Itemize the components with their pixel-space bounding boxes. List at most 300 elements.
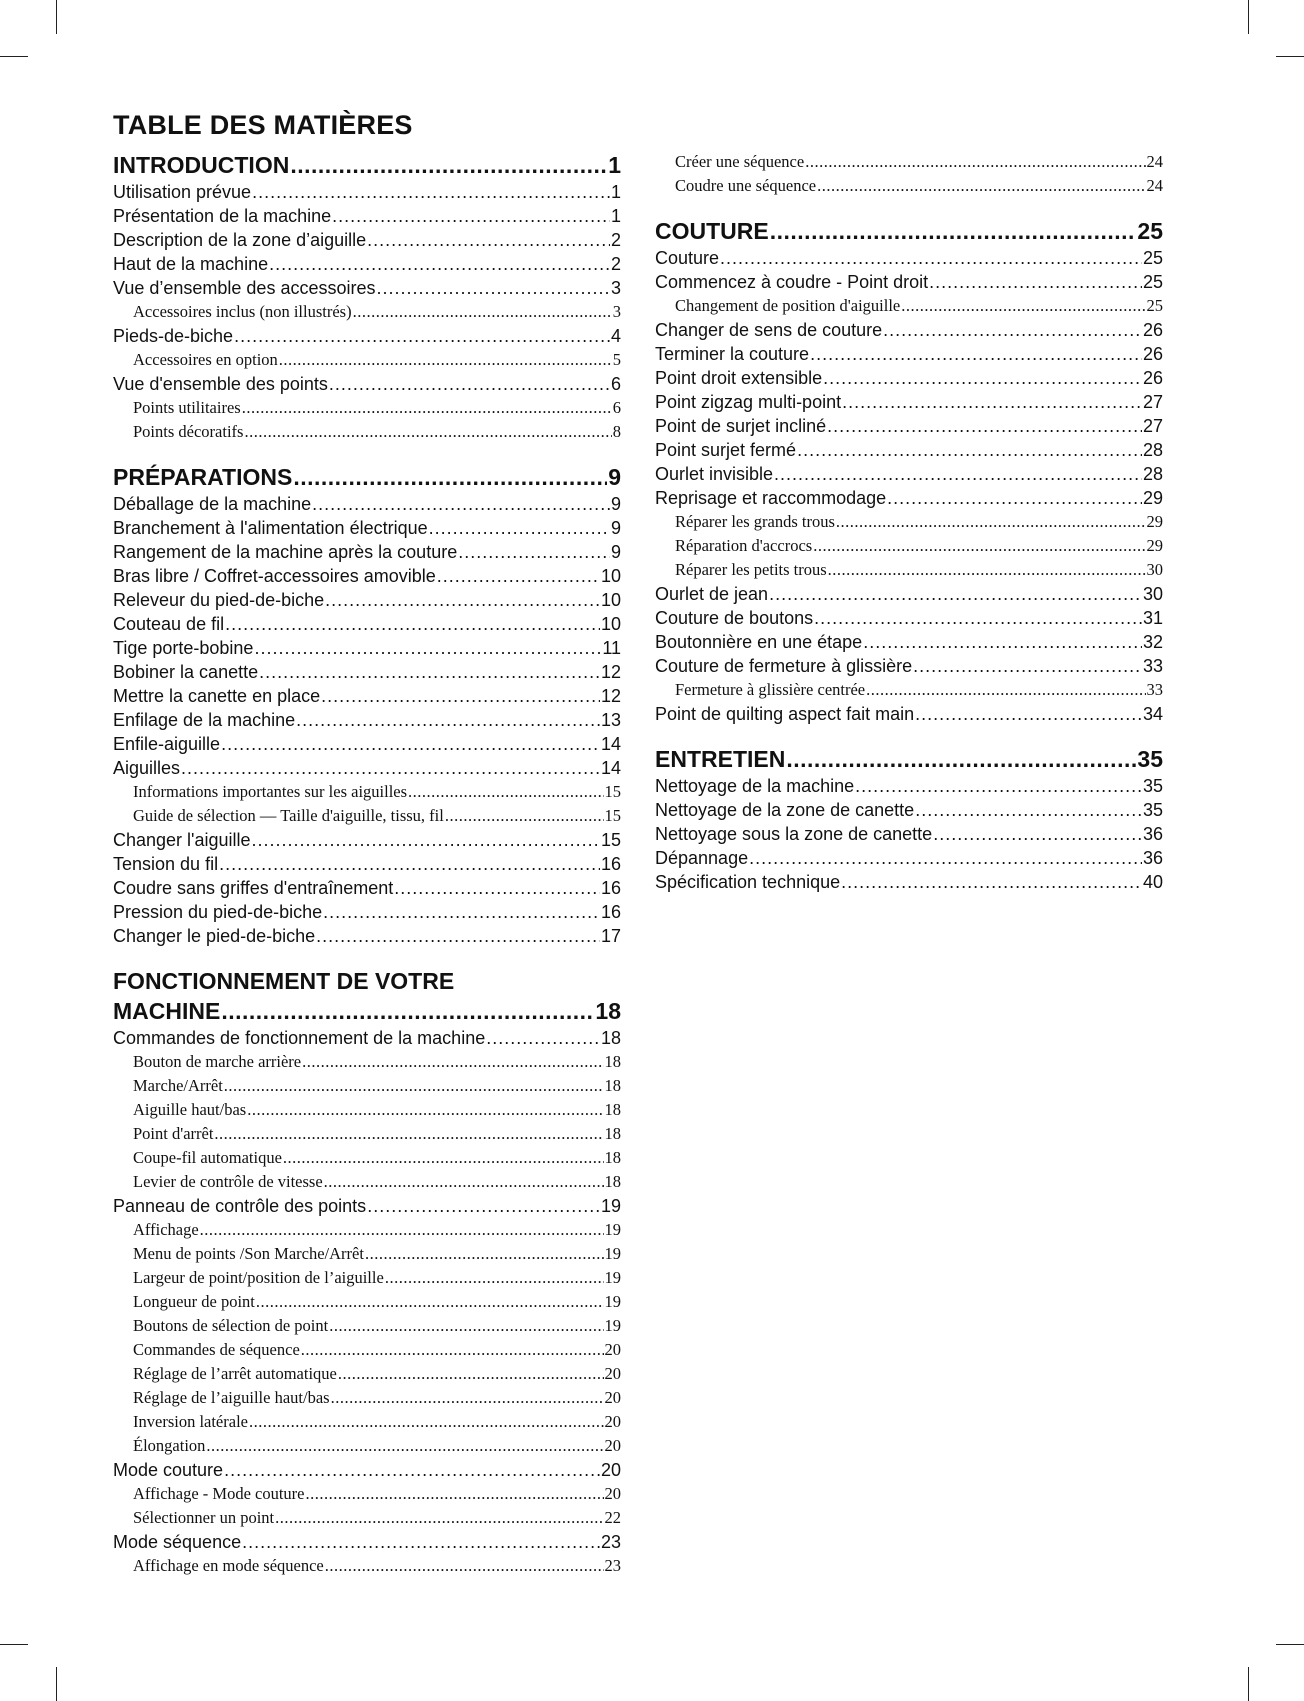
toc-entry[interactable] — [655, 654, 1163, 678]
dot-leader — [408, 780, 603, 804]
dot-leader — [774, 462, 1142, 486]
toc-entry[interactable] — [113, 564, 621, 588]
toc-entry[interactable] — [655, 270, 1163, 294]
dot-leader — [256, 1290, 604, 1314]
dot-leader — [252, 180, 610, 204]
dot-leader — [365, 1242, 604, 1266]
toc-entry[interactable] — [113, 636, 621, 660]
toc-entry[interactable] — [655, 318, 1163, 342]
toc-page-number: 35 — [1142, 776, 1163, 796]
toc-page-number: 26 — [1142, 320, 1163, 340]
toc-page-number: 35 — [1137, 746, 1163, 772]
toc-page-number: 23 — [600, 1532, 621, 1552]
toc-entry-title: Vue d’ensemble des accessoires — [113, 278, 376, 298]
toc-page-number: 20 — [600, 1460, 621, 1480]
crop-mark — [1248, 0, 1249, 34]
toc-entry[interactable] — [655, 774, 1163, 798]
toc-entry-title: Changement de position d'aiguille — [675, 296, 901, 315]
dot-leader — [915, 798, 1142, 822]
toc-entry-title: Commandes de fonctionnement de la machine — [113, 1028, 486, 1048]
crop-mark — [1248, 1667, 1249, 1701]
toc-entry-title: Pieds-de-biche — [113, 326, 234, 346]
toc-entry-title: Ourlet invisible — [655, 464, 774, 484]
toc-subentry[interactable] — [113, 300, 621, 324]
toc-entry-title: Point de quilting aspect fait main — [655, 704, 915, 724]
dot-leader — [325, 1554, 604, 1578]
toc-entry-title: Levier de contrôle de vitesse — [133, 1172, 323, 1191]
toc-page-number: 29 — [1146, 512, 1163, 531]
toc-page-number: 36 — [1142, 848, 1163, 868]
toc-section-heading[interactable] — [655, 216, 1163, 246]
toc-entry-title: Sélectionner un point — [133, 1508, 275, 1527]
toc-page-number: 27 — [1142, 392, 1163, 412]
toc-page-number: 20 — [604, 1484, 621, 1503]
toc-subentry[interactable] — [113, 1314, 621, 1338]
toc-page-number: 19 — [604, 1292, 621, 1311]
toc-subentry[interactable] — [113, 1122, 621, 1146]
toc-subentry[interactable] — [113, 1146, 621, 1170]
toc-subentry[interactable] — [113, 1482, 621, 1506]
toc-page-number: 2 — [610, 230, 621, 250]
toc-entry-title: MACHINE — [113, 998, 221, 1024]
toc-entry[interactable] — [655, 606, 1163, 630]
dot-leader — [367, 228, 610, 252]
toc-entry[interactable] — [655, 582, 1163, 606]
dot-leader — [225, 612, 600, 636]
toc-entry[interactable] — [113, 372, 621, 396]
dot-leader — [283, 1146, 604, 1170]
toc-entry[interactable] — [113, 180, 621, 204]
dot-leader — [863, 630, 1142, 654]
toc-page-number: 30 — [1142, 584, 1163, 604]
toc-entry[interactable] — [113, 1530, 621, 1554]
toc-column-left — [113, 150, 621, 1578]
toc-entry-title: Pression du pied-de-biche — [113, 902, 323, 922]
toc-page-number: 4 — [610, 326, 621, 346]
dot-leader — [302, 1050, 603, 1074]
toc-entry-title: PRÉPARATIONS — [113, 464, 293, 490]
toc-subentry[interactable] — [113, 1434, 621, 1458]
toc-page-number: 15 — [604, 806, 621, 825]
toc-entry[interactable] — [655, 246, 1163, 270]
dot-leader — [376, 276, 610, 300]
toc-entry-title: Menu de points /Son Marche/Arrêt — [133, 1244, 364, 1263]
toc-page-number: 26 — [1142, 344, 1163, 364]
toc-entry-title: Bouton de marche arrière — [133, 1052, 302, 1071]
dot-leader — [458, 540, 610, 564]
dot-leader — [312, 492, 610, 516]
crop-mark — [0, 1644, 28, 1645]
toc-page-number: 11 — [602, 638, 621, 658]
toc-subentry[interactable] — [655, 510, 1163, 534]
toc-entry-title: Description de la zone d’aiguille — [113, 230, 367, 250]
toc-entry-title: Présentation de la machine — [113, 206, 332, 226]
toc-entry[interactable] — [655, 390, 1163, 414]
toc-page-number: 31 — [1142, 608, 1163, 628]
dot-leader — [887, 486, 1142, 510]
dot-leader — [224, 1458, 600, 1482]
toc-entry[interactable] — [655, 702, 1163, 726]
toc-entry[interactable] — [113, 588, 621, 612]
toc-entry-title: Point surjet fermé — [655, 440, 797, 460]
toc-page-number: 18 — [604, 1076, 621, 1095]
toc-subentry[interactable] — [113, 1386, 621, 1410]
toc-entry-title: Ourlet de jean — [655, 584, 769, 604]
toc-subentry[interactable] — [113, 1170, 621, 1194]
toc-entry-title: Commandes de séquence — [133, 1340, 300, 1359]
toc-page-number: 9 — [610, 518, 621, 538]
toc-entry[interactable] — [113, 324, 621, 348]
dot-leader — [338, 1362, 604, 1386]
toc-subentry[interactable] — [113, 1218, 621, 1242]
dot-leader — [234, 324, 610, 348]
toc-section-heading[interactable] — [113, 150, 621, 180]
toc-entry[interactable] — [655, 870, 1163, 894]
toc-entry[interactable] — [113, 1194, 621, 1218]
toc-page-number: 20 — [604, 1436, 621, 1455]
toc-entry-title: Réparer les grands trous — [675, 512, 835, 531]
toc-page-number: 19 — [604, 1220, 621, 1239]
crop-mark — [1276, 56, 1304, 57]
toc-entry[interactable] — [113, 900, 621, 924]
dot-leader — [206, 1434, 603, 1458]
toc-entry[interactable] — [655, 798, 1163, 822]
toc-entry[interactable] — [655, 630, 1163, 654]
toc-entry[interactable] — [113, 276, 621, 300]
toc-page-number: 1 — [608, 152, 621, 178]
dot-leader — [828, 558, 1146, 582]
toc-entry[interactable] — [113, 516, 621, 540]
toc-page-number: 28 — [1142, 440, 1163, 460]
toc-entry-title: Inversion latérale — [133, 1412, 248, 1431]
crop-mark — [1276, 1644, 1304, 1645]
toc-entry-title: Releveur du pied-de-biche — [113, 590, 325, 610]
dot-leader — [252, 828, 600, 852]
crop-mark — [0, 56, 28, 57]
dot-leader — [323, 900, 600, 924]
dot-leader — [259, 660, 600, 684]
dot-leader — [770, 216, 1137, 246]
dot-leader — [817, 174, 1145, 198]
toc-page-number: 10 — [600, 566, 621, 586]
toc-entry-title: Commencez à coudre - Point droit — [655, 272, 929, 292]
toc-page-number: 32 — [1142, 632, 1163, 652]
toc-page-number: 18 — [604, 1124, 621, 1143]
toc-subentry[interactable] — [113, 1506, 621, 1530]
toc-subentry[interactable] — [113, 1074, 621, 1098]
toc-entry-title: Dépannage — [655, 848, 749, 868]
toc-page-number: 16 — [600, 854, 621, 874]
toc-entry[interactable] — [655, 342, 1163, 366]
toc-page-number: 9 — [610, 494, 621, 514]
toc-entry-title: Enfilage de la machine — [113, 710, 296, 730]
dot-leader — [219, 852, 600, 876]
toc-entry-title: COUTURE — [655, 218, 769, 244]
dot-leader — [841, 870, 1142, 894]
toc-entry[interactable] — [113, 612, 621, 636]
dot-leader — [293, 462, 607, 492]
toc-entry-title: Panneau de contrôle des points — [113, 1196, 367, 1216]
toc-entry[interactable] — [655, 846, 1163, 870]
toc-page-number: 1 — [610, 206, 621, 226]
dot-leader — [813, 534, 1145, 558]
toc-column-right — [655, 150, 1163, 894]
toc-entry-title: Couture de boutons — [655, 608, 814, 628]
dot-leader — [749, 846, 1142, 870]
dot-leader — [244, 420, 611, 444]
toc-entry[interactable] — [113, 924, 621, 948]
dot-leader — [367, 1194, 600, 1218]
toc-entry-title: Mode couture — [113, 1460, 224, 1480]
toc-entry-title: Nettoyage de la machine — [655, 776, 855, 796]
dot-leader — [797, 438, 1142, 462]
dot-leader — [720, 246, 1142, 270]
toc-entry-title: Déballage de la machine — [113, 494, 312, 514]
toc-page-number: 25 — [1142, 248, 1163, 268]
dot-leader — [486, 1026, 600, 1050]
toc-page-number: 24 — [1146, 176, 1163, 195]
toc-page-number: 18 — [604, 1172, 621, 1191]
toc-entry-title: Réparation d'accrocs — [675, 536, 813, 555]
toc-page-number: 16 — [600, 902, 621, 922]
dot-leader — [769, 582, 1142, 606]
toc-entry[interactable] — [113, 756, 621, 780]
toc-entry[interactable] — [113, 708, 621, 732]
dot-leader — [915, 702, 1142, 726]
toc-entry-title: Terminer la couture — [655, 344, 810, 364]
toc-entry-title: Longueur de point — [133, 1292, 255, 1311]
toc-section-heading[interactable] — [113, 462, 621, 492]
toc-subentry[interactable] — [655, 174, 1163, 198]
toc-entry-title: Mode séquence — [113, 1532, 242, 1552]
toc-page-number: 18 — [595, 998, 621, 1024]
toc-page-number: 19 — [600, 1196, 621, 1216]
toc-page-number: 28 — [1142, 464, 1163, 484]
toc-entry[interactable] — [113, 828, 621, 852]
toc-entry[interactable] — [113, 540, 621, 564]
toc-page-number: 19 — [604, 1316, 621, 1335]
toc-entry-title: Point droit extensible — [655, 368, 823, 388]
toc-entry[interactable] — [655, 486, 1163, 510]
toc-entry-title: Aiguille haut/bas — [133, 1100, 247, 1119]
dot-leader — [836, 510, 1146, 534]
toc-subentry[interactable] — [113, 1410, 621, 1434]
toc-subentry[interactable] — [655, 534, 1163, 558]
toc-subentry[interactable] — [113, 1050, 621, 1074]
toc-subentry[interactable] — [113, 780, 621, 804]
toc-subentry[interactable] — [655, 558, 1163, 582]
toc-subentry[interactable] — [113, 1242, 621, 1266]
toc-subentry[interactable] — [655, 150, 1163, 174]
toc-page-number: 30 — [1146, 560, 1163, 579]
toc-page-number: 17 — [600, 926, 621, 946]
toc-entry[interactable] — [113, 852, 621, 876]
toc-page-number: 14 — [600, 758, 621, 778]
toc-page-number: 26 — [1142, 368, 1163, 388]
dot-leader — [805, 150, 1145, 174]
toc-page-number: 16 — [600, 878, 621, 898]
toc-subentry[interactable] — [113, 1362, 621, 1386]
toc-entry-title: Bobiner la canette — [113, 662, 259, 682]
crop-mark — [56, 1667, 57, 1701]
toc-entry-title: Rangement de la machine après la couture — [113, 542, 458, 562]
dot-leader — [301, 1338, 604, 1362]
dot-leader — [269, 252, 610, 276]
toc-entry-title: Spécification technique — [655, 872, 841, 892]
toc-entry-title: Vue d'ensemble des points — [113, 374, 328, 394]
toc-page-number: 20 — [604, 1412, 621, 1431]
dot-leader — [247, 1098, 603, 1122]
toc-page-number: 15 — [604, 782, 621, 801]
toc-page-number: 18 — [604, 1052, 621, 1071]
toc-entry[interactable] — [113, 228, 621, 252]
dot-leader — [325, 588, 600, 612]
toc-entry[interactable] — [113, 204, 621, 228]
dot-leader — [275, 1506, 603, 1530]
crop-mark — [56, 0, 57, 34]
toc-entry-title: Nettoyage de la zone de canette — [655, 800, 915, 820]
toc-entry-title: Affichage — [133, 1220, 199, 1239]
dot-leader — [290, 150, 607, 180]
toc-entry-title: Coudre une séquence — [675, 176, 817, 195]
dot-leader — [242, 1530, 600, 1554]
toc-page-number: 25 — [1137, 218, 1163, 244]
dot-leader — [321, 684, 600, 708]
toc-subentry[interactable] — [113, 348, 621, 372]
toc-entry-title: Mettre la canette en place — [113, 686, 321, 706]
toc-entry-title: Changer le pied-de-biche — [113, 926, 316, 946]
toc-entry-title: Haut de la machine — [113, 254, 269, 274]
toc-entry-title: Enfile-aiguille — [113, 734, 221, 754]
toc-page-number: 19 — [604, 1244, 621, 1263]
toc-entry-title: Changer l'aiguille — [113, 830, 251, 850]
dot-leader — [445, 804, 604, 828]
toc-subentry[interactable] — [113, 1290, 621, 1314]
toc-entry[interactable] — [655, 414, 1163, 438]
dot-leader — [385, 1266, 604, 1290]
toc-page-number: 22 — [604, 1508, 621, 1527]
toc-subentry[interactable] — [113, 1338, 621, 1362]
dot-leader — [786, 744, 1136, 774]
toc-page-number: 25 — [1146, 296, 1163, 315]
page-title: TABLE DES MATIÈRES — [113, 110, 413, 140]
toc-entry-title: Point de surjet incliné — [655, 416, 827, 436]
toc-entry[interactable] — [113, 876, 621, 900]
dot-leader — [214, 1122, 603, 1146]
toc-entry[interactable] — [113, 732, 621, 756]
toc-entry-title: Réglage de l’arrêt automatique — [133, 1364, 337, 1383]
toc-page-number: 10 — [600, 614, 621, 634]
toc-entry[interactable] — [113, 1458, 621, 1482]
toc-entry[interactable] — [113, 1026, 621, 1050]
dot-leader — [855, 774, 1142, 798]
toc-page-number: 18 — [604, 1148, 621, 1167]
toc-page-number: 20 — [604, 1364, 621, 1383]
toc-subentry[interactable] — [655, 294, 1163, 318]
toc-subentry[interactable] — [113, 804, 621, 828]
toc-entry-title: Créer une séquence — [675, 152, 805, 171]
toc-page-number: 25 — [1142, 272, 1163, 292]
toc-entry-title: Affichage en mode séquence — [133, 1556, 324, 1575]
dot-leader — [814, 606, 1142, 630]
toc-page-number: 10 — [600, 590, 621, 610]
toc-subentry[interactable] — [113, 1266, 621, 1290]
toc-page-number: 1 — [610, 182, 621, 202]
toc-page-number: 29 — [1146, 536, 1163, 555]
toc-entry-title: Accessoires en option — [133, 350, 278, 369]
toc-entry[interactable] — [655, 438, 1163, 462]
toc-entry-title: INTRODUCTION — [113, 152, 290, 178]
toc-page-number: 19 — [604, 1268, 621, 1287]
toc-page-number: 2 — [610, 254, 621, 274]
toc-entry[interactable] — [655, 462, 1163, 486]
toc-section-heading[interactable] — [113, 996, 621, 1026]
toc-entry-title: Tension du fil — [113, 854, 219, 874]
toc-entry[interactable] — [113, 492, 621, 516]
toc-subentry[interactable] — [113, 1554, 621, 1578]
toc-subentry[interactable] — [655, 678, 1163, 702]
dot-leader — [329, 1314, 603, 1338]
toc-entry-title: Couteau de fil — [113, 614, 225, 634]
toc-page-number: 15 — [600, 830, 621, 850]
dot-leader — [279, 348, 612, 372]
toc-entry-title: Reprisage et raccommodage — [655, 488, 887, 508]
toc-entry[interactable] — [113, 660, 621, 684]
toc-entry-title: ENTRETIEN — [655, 746, 786, 772]
toc-entry-title: Utilisation prévue — [113, 182, 252, 202]
dot-leader — [866, 678, 1145, 702]
dot-leader — [883, 318, 1142, 342]
toc-entry[interactable] — [113, 252, 621, 276]
toc-entry-title: Couture de fermeture à glissière — [655, 656, 913, 676]
toc-page-number: 6 — [612, 398, 621, 417]
toc-entry[interactable] — [113, 684, 621, 708]
toc-section-heading[interactable] — [655, 744, 1163, 774]
toc-subentry[interactable] — [113, 1098, 621, 1122]
dot-leader — [221, 996, 594, 1026]
toc-subentry[interactable] — [113, 396, 621, 420]
toc-entry-title: Tige porte-bobine — [113, 638, 254, 658]
toc-page-number: 9 — [608, 464, 621, 490]
dot-leader — [224, 1074, 604, 1098]
toc-entry[interactable] — [655, 822, 1163, 846]
toc-entry-title: Informations importantes sur les aiguilles — [133, 782, 408, 801]
toc-entry-title: Affichage - Mode couture — [133, 1484, 305, 1503]
toc-page-number: 12 — [600, 662, 621, 682]
toc-entry[interactable] — [655, 366, 1163, 390]
toc-entry-title: Changer de sens de couture — [655, 320, 883, 340]
toc-page-number: 18 — [604, 1100, 621, 1119]
toc-page-number: 6 — [610, 374, 621, 394]
toc-page-number: 3 — [610, 278, 621, 298]
dot-leader — [429, 516, 610, 540]
toc-entry-title: Branchement à l'alimentation électrique — [113, 518, 428, 538]
dot-leader — [316, 924, 600, 948]
toc-subentry[interactable] — [113, 420, 621, 444]
toc-page-number: 12 — [600, 686, 621, 706]
toc-entry-title: Point d'arrêt — [133, 1124, 214, 1143]
dot-leader — [254, 636, 601, 660]
dot-leader — [306, 1482, 604, 1506]
toc-page-number: 29 — [1142, 488, 1163, 508]
toc-page-number: 35 — [1142, 800, 1163, 820]
toc-entry-title: Boutons de sélection de point — [133, 1316, 329, 1335]
toc-entry-title: Point zigzag multi-point — [655, 392, 842, 412]
dot-leader — [933, 822, 1142, 846]
toc-entry-title: Boutonnière en une étape — [655, 632, 863, 652]
toc-page-number: 5 — [612, 350, 621, 369]
dot-leader — [827, 414, 1142, 438]
